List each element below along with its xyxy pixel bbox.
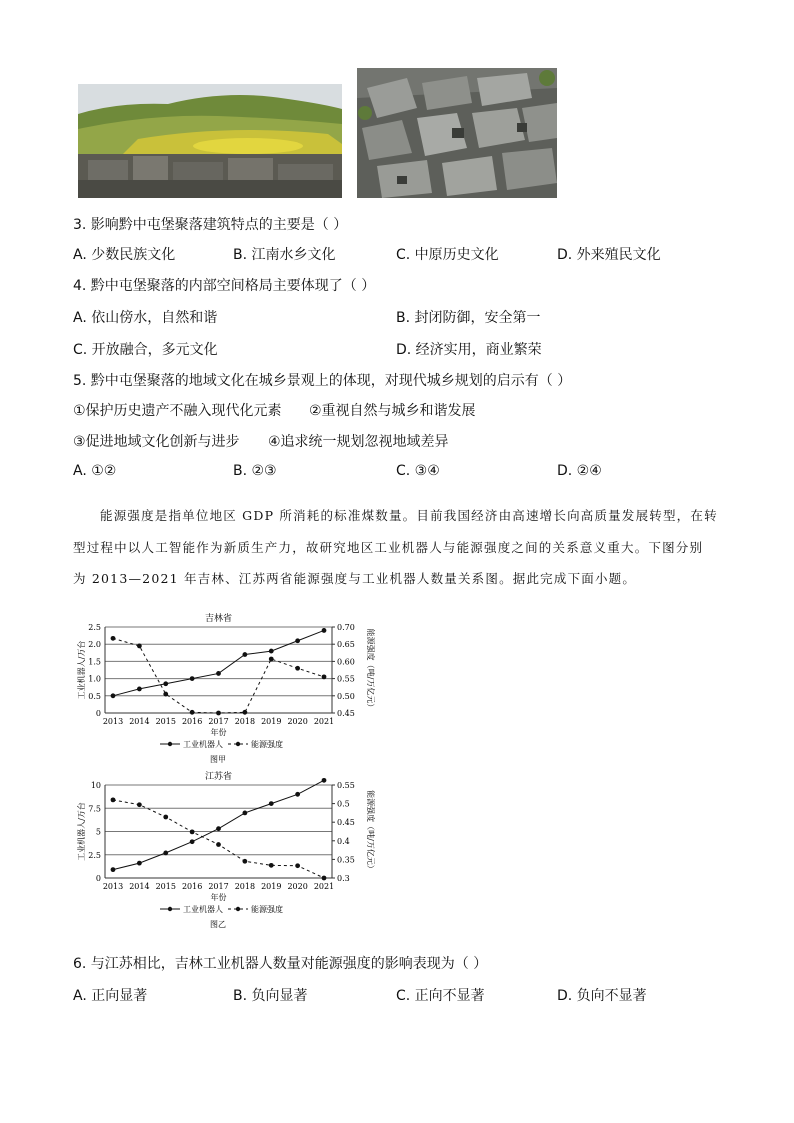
data-point <box>137 802 142 807</box>
y-left-tick-label: 0 <box>95 709 101 718</box>
data-point <box>163 850 168 855</box>
y-left-tick-label: 1.0 <box>88 674 101 684</box>
y-left-tick-label: 10 <box>90 781 101 790</box>
data-point <box>242 652 247 657</box>
data-point <box>163 681 168 686</box>
q4-stem: 4. 黔中屯堡聚落的内部空间格局主要体现了（ ） <box>73 278 376 294</box>
data-point <box>322 674 327 679</box>
x-tick-label: 2015 <box>155 882 176 891</box>
data-point <box>322 778 327 783</box>
data-point <box>295 638 300 643</box>
x-tick-label: 2017 <box>208 717 229 726</box>
data-point <box>216 826 221 831</box>
x-axis-label: 年份 <box>210 728 227 737</box>
q5-option-a[interactable]: A. ①② <box>73 463 117 479</box>
passage-line-3: 为 2013—2021 年吉林、江苏两省能源强度与工业机器人数量关系图。据此完成下面小题。 <box>73 571 637 586</box>
data-point <box>295 792 300 797</box>
q5-stem: 5. 黔中屯堡聚落的地域文化在城乡景观上的体现，对现代城乡规划的启示有（ ） <box>73 373 572 389</box>
data-point <box>269 801 274 806</box>
x-axis-label: 年份 <box>210 893 227 902</box>
q5-option-c[interactable]: C. ③④ <box>396 463 440 479</box>
x-tick-label: 2019 <box>261 717 282 726</box>
data-point <box>111 797 116 802</box>
y-right-axis-label: 能源强度（吨/万亿元） <box>366 790 375 873</box>
x-tick-label: 2018 <box>234 882 256 891</box>
photo-village-terraces <box>78 84 342 198</box>
data-point <box>242 859 247 864</box>
q5-option-b[interactable]: B. ②③ <box>233 463 277 479</box>
x-tick-label: 2017 <box>208 882 229 891</box>
chart-title: 吉林省 <box>204 614 233 624</box>
y-right-tick-label: 0.45 <box>337 818 355 828</box>
data-point <box>190 710 195 715</box>
data-point <box>163 692 168 697</box>
q4-option-d[interactable]: D. 经济实用，商业繁荣 <box>396 342 542 358</box>
data-point <box>295 863 300 868</box>
data-point <box>269 657 274 662</box>
y-left-axis-label: 工业机器人/万台 <box>77 640 86 700</box>
q3-stem: 3. 影响黔中屯堡聚落建筑特点的主要是（ ） <box>73 217 348 233</box>
y-left-tick-label: 5 <box>95 827 101 837</box>
y-left-tick-label: 1.5 <box>88 657 101 667</box>
data-point <box>242 811 247 816</box>
x-tick-label: 2015 <box>155 717 176 726</box>
legend-label-energy: 能源强度 <box>251 740 283 749</box>
y-right-tick-label: 0.50 <box>337 691 355 701</box>
q3-option-d[interactable]: D. 外来殖民文化 <box>557 247 661 263</box>
passage-line-1: 能源强度是指单位地区 GDP 所消耗的标准煤数量。目前我国经济由高速增长向高质量发展转型，在转 <box>100 508 718 523</box>
y-right-tick-label: 0.55 <box>337 781 355 790</box>
y-left-tick-label: 0 <box>95 874 101 883</box>
data-point <box>190 829 195 834</box>
data-point <box>111 636 116 641</box>
legend-marker-robots <box>168 907 172 911</box>
y-left-axis-label: 工业机器人/万台 <box>77 802 86 861</box>
y-right-tick-label: 0.4 <box>337 836 350 846</box>
data-point <box>137 687 142 692</box>
photo-stone-roofs <box>357 68 557 198</box>
y-left-tick-label: 0.5 <box>88 691 101 701</box>
x-tick-label: 2021 <box>313 882 335 891</box>
series-line-robots <box>113 780 324 869</box>
q5-statement-2: ②重视自然与城乡和谐发展 <box>309 403 476 419</box>
q5-statement-3: ③促进地域文化创新与进步 <box>73 434 240 450</box>
y-right-tick-label: 0.65 <box>337 640 355 650</box>
x-tick-label: 2013 <box>102 882 124 891</box>
legend-marker-energy <box>236 742 240 746</box>
q3-option-b[interactable]: B. 江南水乡文化 <box>233 247 336 263</box>
y-left-tick-label: 2.0 <box>88 640 101 650</box>
q4-option-b[interactable]: B. 封闭防御，安全第一 <box>396 310 541 326</box>
data-point <box>137 644 142 649</box>
legend-marker-robots <box>168 742 172 746</box>
data-point <box>242 710 247 715</box>
data-point <box>111 867 116 872</box>
x-tick-label: 2020 <box>287 882 308 891</box>
series-line-robots <box>113 630 324 695</box>
legend-label-robots: 工业机器人 <box>183 905 223 914</box>
data-point <box>190 676 195 681</box>
legend-label-energy: 能源强度 <box>251 905 283 914</box>
x-tick-label: 2021 <box>313 717 335 726</box>
y-left-tick-label: 2.5 <box>88 623 101 632</box>
data-point <box>216 671 221 676</box>
data-point <box>163 815 168 820</box>
q5-statement-4: ④追求统一规划忽视地域差异 <box>268 434 449 450</box>
x-tick-label: 2014 <box>129 882 150 891</box>
y-right-tick-label: 0.55 <box>337 674 355 684</box>
x-tick-label: 2020 <box>287 717 308 726</box>
y-right-tick-label: 0.60 <box>337 657 355 667</box>
y-right-tick-label: 0.35 <box>337 855 355 865</box>
x-tick-label: 2016 <box>181 717 203 726</box>
q6-option-b[interactable]: B. 负向显著 <box>233 988 308 1004</box>
data-point <box>137 861 142 866</box>
data-point <box>269 649 274 654</box>
chart-caption: 图甲 <box>210 755 226 764</box>
q6-stem: 6. 与江苏相比，吉林工业机器人数量对能源强度的影响表现为（ ） <box>73 956 488 972</box>
q5-option-d[interactable]: D. ②④ <box>557 463 602 479</box>
y-right-tick-label: 0.70 <box>337 623 355 632</box>
data-point <box>322 628 327 633</box>
series-line-energy <box>113 800 324 878</box>
q5-statement-1: ①保护历史遗产不融入现代化元素 <box>73 403 282 419</box>
data-point <box>216 711 221 716</box>
y-right-axis-label: 能源强度（吨/万亿元） <box>366 628 375 712</box>
q4-option-c[interactable]: C. 开放融合，多元文化 <box>73 342 218 358</box>
chart-caption: 图乙 <box>210 920 226 929</box>
data-point <box>269 863 274 868</box>
legend-marker-energy <box>236 907 240 911</box>
x-tick-label: 2013 <box>102 717 124 726</box>
y-right-tick-label: 0.45 <box>337 709 355 718</box>
x-tick-label: 2019 <box>261 882 282 891</box>
x-tick-label: 2018 <box>234 717 256 726</box>
y-left-tick-label: 2.5 <box>88 850 101 860</box>
legend-label-robots: 工业机器人 <box>183 740 223 749</box>
data-point <box>295 666 300 671</box>
q3-option-c[interactable]: C. 中原历史文化 <box>396 247 499 263</box>
data-point <box>111 693 116 698</box>
chart-jiangsu <box>70 770 380 935</box>
q6-option-a[interactable]: A. 正向显著 <box>73 988 148 1004</box>
q3-option-a[interactable]: A. 少数民族文化 <box>73 247 176 263</box>
chart-title: 江苏省 <box>204 772 233 782</box>
y-right-tick-label: 0.3 <box>337 874 350 883</box>
y-left-tick-label: 7.5 <box>88 804 101 814</box>
data-point <box>190 839 195 844</box>
q4-option-a[interactable]: A. 依山傍水，自然和谐 <box>73 310 218 326</box>
x-tick-label: 2016 <box>181 882 203 891</box>
chart-jilin <box>70 600 380 770</box>
y-right-tick-label: 0.5 <box>337 799 350 809</box>
x-tick-label: 2014 <box>129 717 150 726</box>
q6-option-d[interactable]: D. 负向不显著 <box>557 988 647 1004</box>
data-point <box>216 842 221 847</box>
q6-option-c[interactable]: C. 正向不显著 <box>396 988 485 1004</box>
passage-line-2: 型过程中以人工智能作为新质生产力，故研究地区工业机器人与能源强度之间的关系意义重大。下图分别 <box>73 540 704 555</box>
data-point <box>322 876 327 881</box>
